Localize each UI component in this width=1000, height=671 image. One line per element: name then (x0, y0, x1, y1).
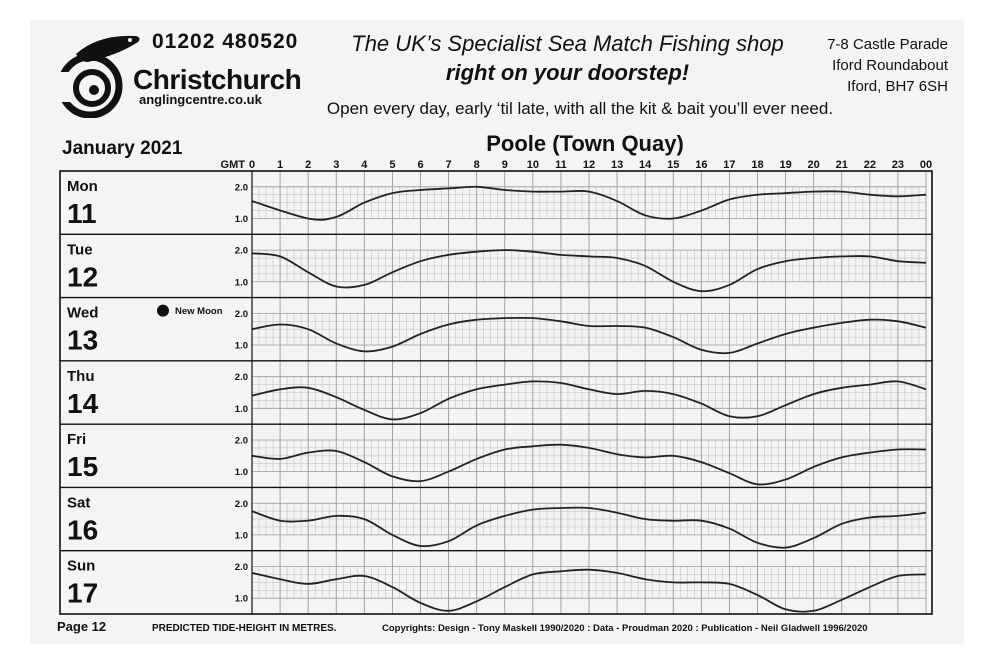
copyright-note: Copyrights: Design - Tony Maskell 1990/2020 : Data - Proudman 2020 : Publication - Neil Gladwell 1996/2020 (382, 623, 868, 634)
date-label: 13 (67, 324, 99, 356)
y-tick-label: 2.0 (234, 245, 248, 257)
shop-brand: Christchurch (133, 64, 302, 95)
tagline: Open every day, early ‘til late, with all the kit & bait you’ll ever need. (326, 99, 834, 118)
y-tick-label: 1.0 (234, 467, 248, 479)
address-line: Iford Roundabout (832, 57, 948, 74)
date-label: 16 (67, 514, 99, 546)
day-row-fri (60, 424, 932, 487)
date-label: 14 (67, 387, 99, 419)
day-row-sun (60, 551, 932, 614)
day-row-thu (60, 361, 932, 424)
y-tick-label: 1.0 (234, 403, 248, 415)
x-tick-label: 8 (473, 159, 480, 171)
day-row-sat (60, 487, 932, 550)
x-tick-label: 23 (891, 159, 905, 171)
x-tick-label: 6 (417, 159, 424, 171)
date-label: 17 (67, 577, 99, 609)
x-tick-label: 22 (863, 159, 876, 171)
month-title: January 2021 (62, 138, 183, 159)
x-tick-label: 9 (501, 159, 508, 171)
y-tick-label: 1.0 (234, 213, 248, 225)
y-tick-label: 1.0 (234, 530, 248, 542)
x-tick-label: 5 (389, 159, 396, 171)
x-tick-label: 19 (779, 159, 792, 171)
x-tick-label: 3 (333, 159, 340, 171)
moon-phase-icon (157, 305, 169, 317)
page-number: Page 12 (57, 619, 107, 634)
y-tick-label: 2.0 (234, 498, 248, 510)
y-tick-label: 1.0 (234, 593, 248, 605)
day-label: Sun (67, 557, 96, 575)
x-tick-label: 7 (445, 159, 452, 171)
day-label: Thu (67, 367, 95, 385)
x-tick-label: 12 (582, 159, 596, 171)
y-tick-label: 1.0 (234, 277, 248, 289)
x-tick-label: 21 (835, 159, 848, 171)
x-tick-label: 15 (667, 159, 680, 171)
y-tick-label: 2.0 (234, 435, 248, 447)
x-tick-label: 00 (919, 159, 933, 171)
x-tick-label: 11 (555, 159, 567, 171)
x-tick-label: 17 (723, 159, 736, 171)
address-line: 7-8 Castle Parade (827, 36, 948, 53)
x-tick-label: 14 (639, 159, 652, 171)
address-line: Iford, BH7 6SH (847, 78, 948, 95)
y-tick-label: 1.0 (234, 340, 248, 352)
y-tick-label: 2.0 (234, 182, 248, 194)
y-tick-label: 2.0 (234, 372, 248, 384)
day-label: Sat (67, 494, 91, 512)
date-label: 15 (67, 451, 99, 483)
shop-website: anglingcentre.co.uk (139, 92, 262, 107)
y-tick-label: 2.0 (234, 562, 248, 574)
day-label: Mon (67, 178, 98, 195)
x-axis-label: GMT (220, 159, 245, 171)
moon-phase-label: New Moon (175, 306, 223, 318)
date-label: 11 (67, 198, 97, 229)
chart-title: Poole (Town Quay) (486, 131, 684, 156)
x-tick-label: 2 (305, 159, 312, 171)
unit-note: PREDICTED TIDE-HEIGHT IN METRES. (152, 623, 337, 634)
headline-line1: The UK’s Specialist Sea Match Fishing shop (351, 31, 784, 56)
x-tick-label: 1 (277, 159, 284, 171)
day-label: Tue (67, 241, 93, 259)
day-row-tue (60, 234, 932, 297)
x-tick-label: 13 (610, 159, 624, 171)
x-tick-label: 10 (526, 159, 539, 171)
y-tick-label: 2.0 (234, 308, 248, 320)
day-label: Wed (67, 304, 99, 322)
x-tick-label: 18 (751, 159, 764, 171)
headline-line2: right on your doorstep! (445, 60, 690, 85)
x-tick-label: 16 (695, 159, 708, 171)
x-tick-label: 0 (248, 159, 256, 171)
day-row-mon (252, 171, 926, 234)
date-label: 12 (67, 261, 99, 293)
shop-phone: 01202 480520 (152, 30, 299, 53)
x-tick-label: 20 (807, 159, 820, 171)
day-label: Fri (67, 431, 87, 449)
x-tick-label: 4 (361, 159, 368, 171)
